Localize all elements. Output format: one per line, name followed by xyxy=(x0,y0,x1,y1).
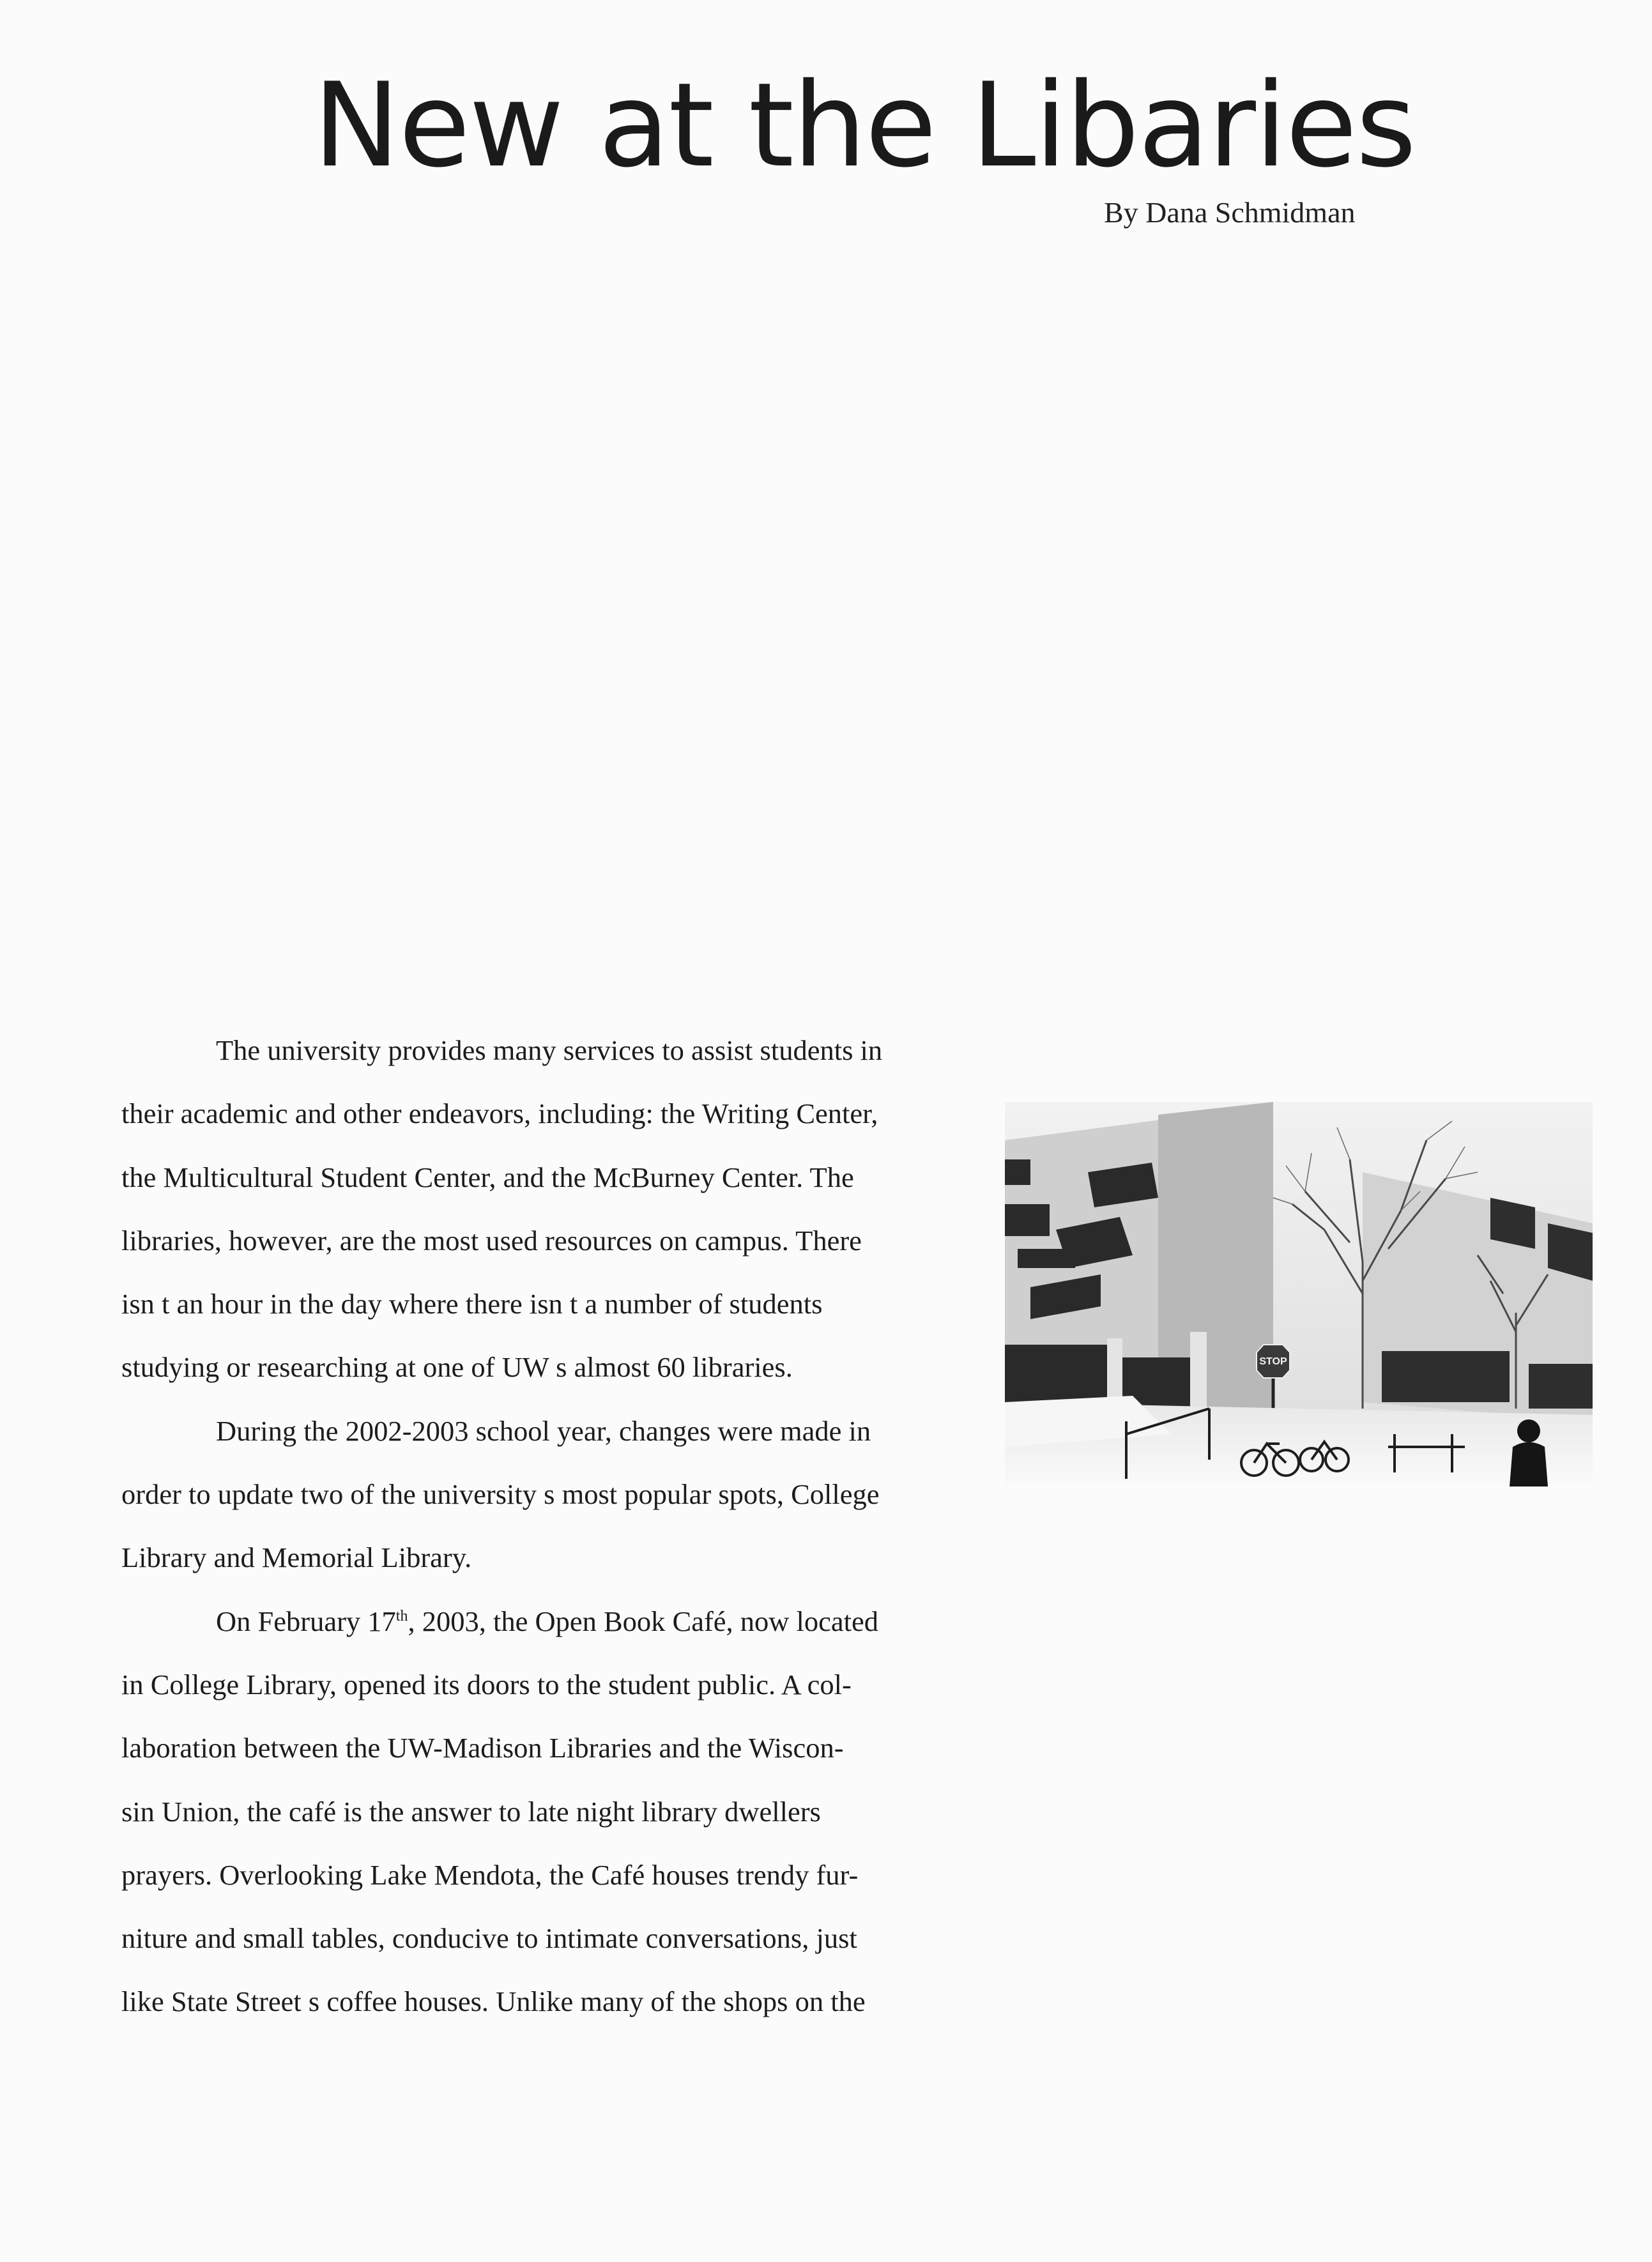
article-body xyxy=(121,1019,971,2034)
paragraph-line: laboration between the UW-Madison Libraries and the Wiscon- xyxy=(121,1732,844,1764)
stop-sign-text: STOP xyxy=(1259,1356,1287,1367)
paragraph-line: Library and Memorial Library. xyxy=(121,1541,472,1574)
byline: By Dana Schmidman xyxy=(1104,196,1356,229)
paragraph-line: prayers. Overlooking Lake Mendota, the Café houses trendy fur- xyxy=(121,1858,859,1891)
paragraph-line: like State Street s coffee houses. Unlike many of the shops on the xyxy=(121,1985,866,2018)
paragraph-line: sin Union, the café is the answer to late night library dwellers xyxy=(121,1795,821,1828)
paragraph-line: During the 2002-2003 school year, changes were made in xyxy=(216,1414,871,1447)
paragraph-line: isn t an hour in the day where there isn t a number of students xyxy=(121,1288,823,1320)
page-title: New at the Libaries xyxy=(313,57,1416,193)
paragraph-line: order to update two of the university s most popular spots, College xyxy=(121,1478,880,1511)
ordinal-suffix: th xyxy=(395,1607,408,1624)
paragraph-line: in College Library, opened its doors to the student public. A col- xyxy=(121,1668,852,1700)
paragraph-line: niture and small tables, conducive to intimate conversations, just xyxy=(121,1922,857,1955)
paragraph-line: studying or researching at one of UW s almost 60 libraries. xyxy=(121,1351,793,1384)
paragraph-line: On February 17th, 2003, the Open Book Café, now located xyxy=(216,1605,879,1637)
paragraph-line: The university provides many services to assist students in xyxy=(216,1034,883,1066)
paragraph-line: the Multicultural Student Center, and the McBurney Center. The xyxy=(121,1161,854,1193)
paragraph-line: libraries, however, are the most used resources on campus. There xyxy=(121,1224,862,1257)
library-building-photo xyxy=(1005,1102,1593,1486)
paragraph-line: their academic and other endeavors, including: the Writing Center, xyxy=(121,1097,878,1130)
